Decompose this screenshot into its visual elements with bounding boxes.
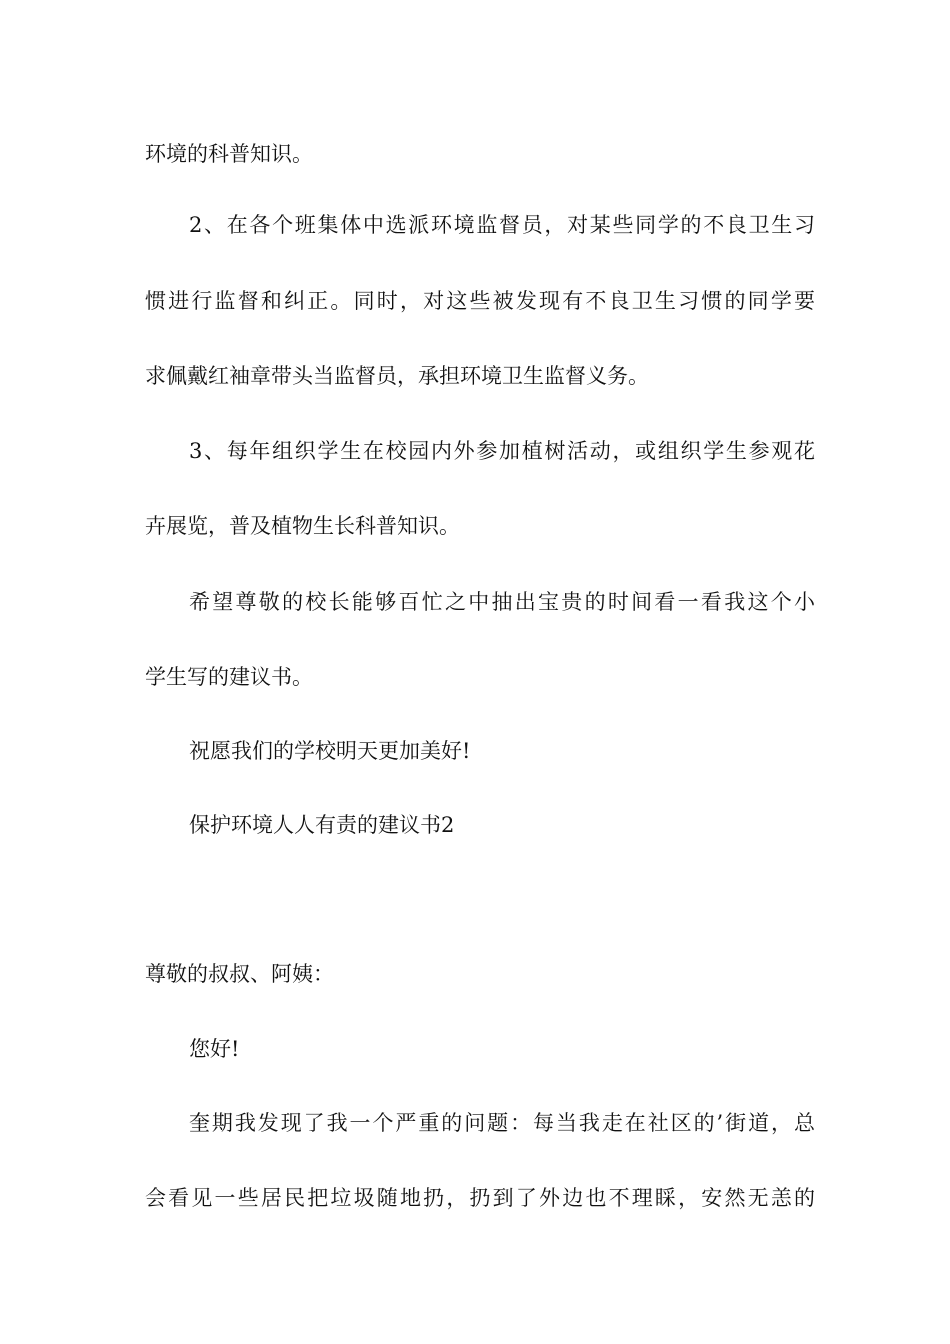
greeting: 您好! [189,1037,240,1061]
section-heading: 保护环境人人有责的建议书2 [189,813,455,837]
paragraph-line: 会看见一些居民把垃圾随地扔，扔到了外边也不理睬，安然无恙的 [145,1186,815,1210]
paragraph-line: 2、在各个班集体中选派环境监督员，对某些同学的不良卫生习 [189,213,815,237]
paragraph-line: 环境的科普知识。 [145,142,313,166]
paragraph-line: 求佩戴红袖章带头当监督员，承担环境卫生监督义务。 [145,364,649,388]
paragraph-line: 卉展览，普及植物生长科普知识。 [145,514,460,538]
paragraph-line: 希望尊敬的校长能够百忙之中抽出宝贵的时间看一看我这个小 [189,590,815,614]
paragraph-line: 祝愿我们的学校明天更加美好! [189,739,471,763]
paragraph-line: 3、每年组织学生在校园内外参加植树活动，或组织学生参观花 [189,439,815,463]
paragraph-line: 学生写的建议书。 [145,665,313,689]
salutation: 尊敬的叔叔、阿姨： [145,962,334,986]
paragraph-line: 惯进行监督和纠正。同时，对这些被发现有不良卫生习惯的同学要 [145,289,815,313]
paragraph-line: 奎期我发现了我一个严重的问题：每当我走在社区的’街道，总 [189,1111,815,1135]
